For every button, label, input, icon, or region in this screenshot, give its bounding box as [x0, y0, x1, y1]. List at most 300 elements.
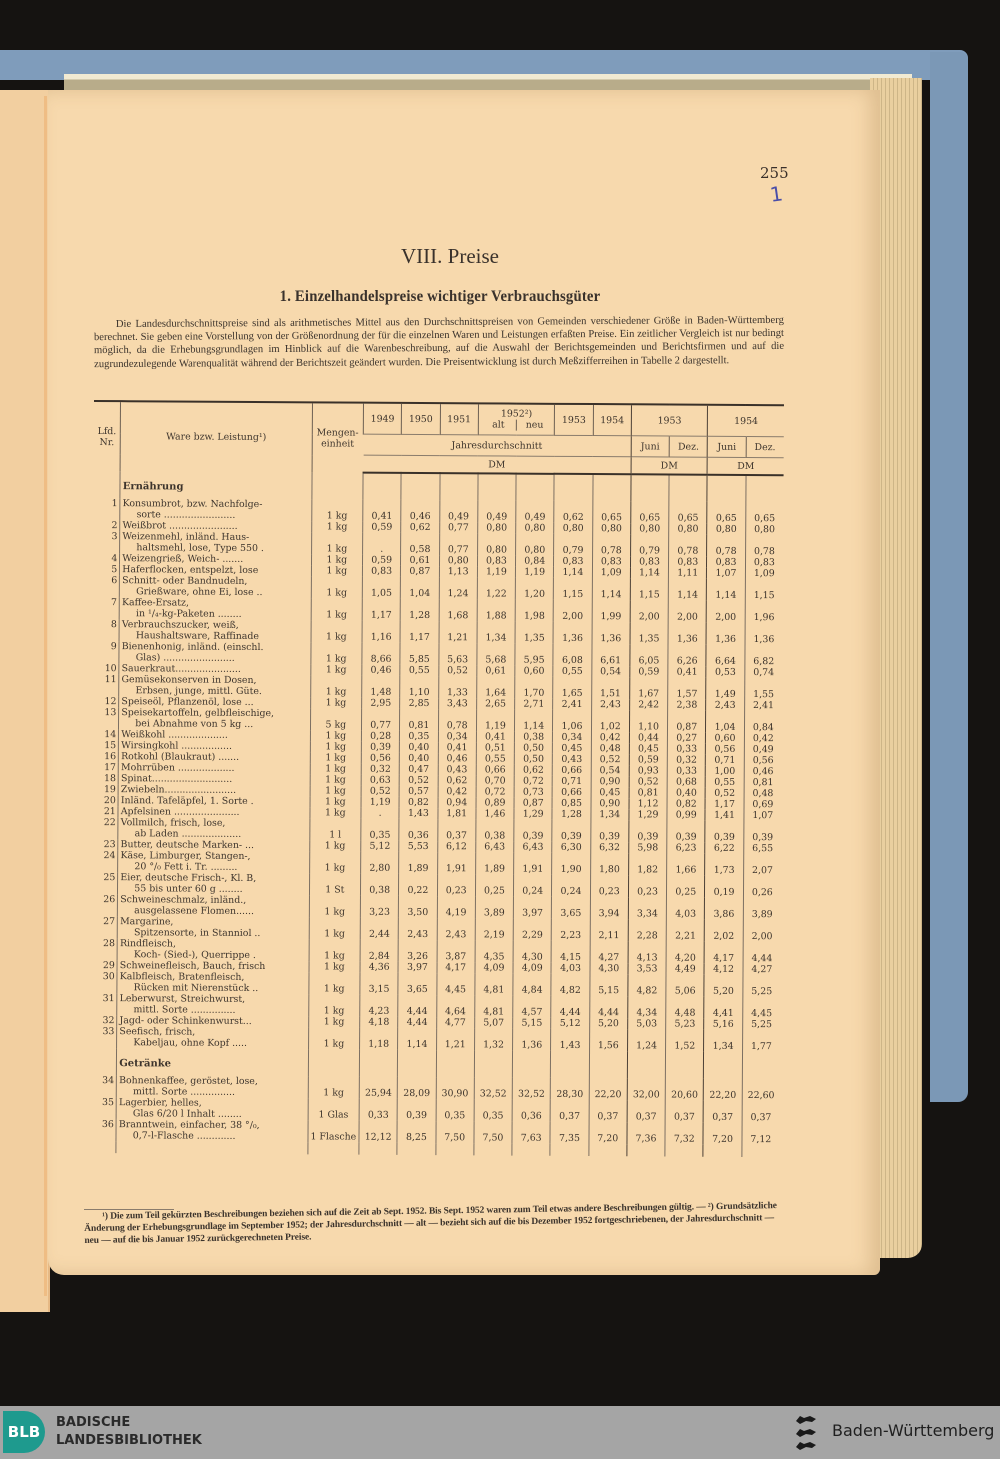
price-cell: 0,32: [361, 764, 399, 775]
header-dm-annual: DM: [363, 455, 631, 474]
price-cell: 2,85: [400, 698, 438, 709]
row-item-name: [120, 531, 311, 554]
row-unit: 1 kg: [311, 521, 362, 532]
price-cell: 2,38: [668, 700, 706, 711]
price-cell: 0,90: [591, 798, 629, 809]
row-number: 5: [111, 564, 118, 576]
price-cell: 32,00: [627, 1078, 665, 1100]
price-cell: 0,79: [630, 534, 668, 556]
price-cell: 0,45: [629, 743, 667, 754]
price-cell: 1,07: [707, 568, 745, 579]
price-cell: 7,36: [627, 1122, 665, 1144]
price-cell: 0,39: [590, 820, 628, 842]
header-dm-1953: DM: [631, 457, 708, 475]
price-cell: 0,55: [400, 665, 438, 676]
row-item-name: [117, 993, 308, 1016]
price-cell: 2,43: [437, 918, 475, 940]
table-cell-empty: [554, 474, 592, 501]
row-unit: 1 kg: [310, 774, 361, 785]
row-item-name: [117, 1075, 308, 1098]
table-row: [89, 1119, 779, 1145]
price-cell: 1,43: [399, 808, 437, 819]
table-cell-empty: [308, 1049, 360, 1076]
price-cell: 1,10: [400, 676, 438, 698]
price-cell: 4,48: [666, 997, 704, 1019]
blb-name[interactable]: [56, 1414, 202, 1450]
row-unit: 1 kg: [311, 620, 363, 642]
table-cell-empty: [631, 474, 669, 501]
price-cell: 0,87: [401, 566, 439, 577]
price-cell: 1,52: [666, 1030, 704, 1052]
price-cell: 1,15: [554, 578, 592, 600]
table-cell-empty: [512, 1144, 550, 1156]
row-number: 17: [104, 762, 117, 774]
price-cell: 4,41: [704, 997, 742, 1019]
price-cell: 32,52: [512, 1078, 550, 1100]
price-cell: 0,39: [397, 1099, 435, 1121]
price-cell: 7,20: [703, 1123, 741, 1145]
price-cell: 0,59: [363, 522, 401, 533]
table-cell-empty: [742, 1145, 780, 1157]
price-cell: 4,23: [360, 995, 398, 1017]
price-cell: 3,94: [590, 897, 628, 919]
item-name-line: Grießware, ohne Ei, lose ..: [136, 586, 263, 599]
table-cell-empty: [704, 1052, 742, 1079]
price-cell: 2,84: [360, 940, 398, 962]
price-cell: 3,23: [360, 896, 398, 918]
price-cell: 0,40: [667, 788, 705, 799]
price-cell: 0,35: [361, 819, 399, 841]
price-cell: 6,23: [667, 843, 705, 854]
item-name-line: Gemüsekonserven in Dosen,: [121, 674, 257, 686]
bw-name[interactable]: Baden-Württemberg: [832, 1421, 995, 1440]
price-table-body: [89, 471, 783, 1157]
lions-coat-of-arms-icon: [793, 1412, 819, 1455]
price-cell: 2,00: [554, 600, 592, 622]
table-cell-empty: [742, 1052, 780, 1079]
price-cell: 2,65: [476, 698, 514, 709]
price-cell: 4,45: [742, 997, 780, 1019]
price-cell: 0,22: [399, 874, 437, 896]
col-header-ware: Ware bzw. Leistung¹): [120, 402, 312, 472]
price-cell: 0,38: [476, 819, 514, 841]
price-cell: 1,14: [668, 579, 706, 601]
price-cell: 2,21: [666, 920, 704, 942]
price-cell: 0,33: [668, 744, 706, 755]
item-name-line: Kalbfleisch, Bratenfleisch,: [119, 971, 245, 983]
price-cell: 4,82: [551, 974, 589, 996]
price-cell: 2,43: [706, 700, 744, 711]
price-cell: 0,80: [478, 522, 516, 533]
price-cell: 0,62: [438, 775, 476, 786]
row-number: 10: [104, 663, 117, 675]
table-cell-empty: [308, 1142, 359, 1154]
row-number: 7: [111, 597, 118, 609]
price-cell: 5,12: [361, 841, 399, 852]
table-row: [90, 1026, 780, 1052]
price-cell: 0,80: [516, 534, 554, 556]
item-name-line: in ¹/₄-kg-Paketen ........: [135, 608, 242, 620]
price-cell: 0,61: [401, 555, 439, 566]
price-cell: 7,50: [474, 1121, 512, 1143]
row-unit: 1 Glas: [308, 1098, 360, 1120]
price-cell: 2,07: [743, 854, 781, 876]
price-cell: 20,60: [665, 1079, 703, 1101]
row-unit: 1 kg: [309, 840, 360, 851]
price-cell: 1,36: [553, 622, 591, 644]
price-cell: 1,14: [398, 1028, 436, 1050]
price-cell: 0,50: [514, 754, 552, 765]
table-cell-empty: [550, 1144, 588, 1156]
price-cell: 0,36: [399, 819, 437, 841]
row-number: 32: [102, 1015, 115, 1027]
price-cell: 0,38: [361, 874, 399, 896]
price-cell: 0,80: [554, 523, 592, 534]
price-cell: 4,36: [360, 962, 398, 973]
price-cell: 4,49: [666, 964, 704, 975]
row-unit: 1 kg: [310, 697, 361, 708]
price-cell: 2,00: [668, 601, 706, 623]
blb-name-line2: LANDESBIBLIOTHEK: [56, 1433, 202, 1448]
price-cell: 1,34: [591, 809, 629, 820]
price-cell: 0,93: [629, 765, 667, 776]
item-name-line: mittl. Sorte ...............: [133, 1086, 236, 1098]
item-name-line: Jagd- oder Schinkenwurst...: [119, 1015, 252, 1027]
price-cell: 2,80: [361, 852, 399, 874]
price-cell: 1,17: [705, 799, 743, 810]
price-cell: 4,44: [551, 996, 589, 1018]
price-cell: 0,80: [707, 524, 745, 535]
price-cell: 4,17: [704, 942, 742, 964]
price-cell: 0,42: [744, 733, 782, 744]
price-cell: 0,45: [553, 743, 591, 754]
col-header-dez-1953: Dez.: [669, 436, 707, 457]
item-name-line: ausgelassene Flomen......: [134, 905, 255, 917]
price-cell: 0,39: [667, 821, 705, 843]
row-number: 20: [103, 795, 116, 807]
price-cell: 2,71: [515, 699, 553, 710]
price-cell: 0,87: [514, 798, 552, 809]
price-cell: 0,34: [553, 732, 591, 743]
table-cell-empty: [359, 1143, 397, 1155]
price-cell: 0,52: [438, 665, 476, 676]
price-cell: 0,65: [592, 501, 630, 523]
price-cell: 0,35: [436, 1099, 474, 1121]
price-cell: 6,64: [706, 645, 744, 667]
price-cell: 1,15: [745, 579, 783, 601]
row-item-name: [117, 916, 308, 939]
price-cell: 1,96: [745, 601, 783, 623]
price-cell: 0,83: [707, 557, 745, 568]
row-number: 11: [104, 674, 117, 686]
col-header-month-1954: 1954: [708, 406, 784, 437]
item-name-line: Leberwurst, Streichwurst,: [119, 993, 246, 1005]
col-header-1952-split: [481, 419, 553, 430]
price-cell: 4,12: [704, 964, 742, 975]
blb-name-line1: BADISCHE: [56, 1415, 131, 1430]
price-cell: 4,27: [590, 941, 628, 963]
price-cell: 1,89: [475, 852, 513, 874]
price-cell: 0,63: [361, 775, 399, 786]
row-unit: 1 Flasche: [308, 1120, 360, 1142]
price-cell: 4,81: [475, 995, 513, 1017]
price-cell: 1,35: [515, 622, 553, 644]
price-cell: 1,36: [592, 622, 630, 644]
price-cell: 0,28: [361, 731, 399, 742]
price-cell: 0,39: [705, 821, 743, 843]
price-cell: 0,49: [478, 500, 516, 522]
price-cell: 1,21: [436, 1028, 474, 1050]
price-cell: 1,91: [514, 853, 552, 875]
price-cell: 0,70: [476, 775, 514, 786]
price-cell: 0,99: [667, 810, 705, 821]
price-cell: 7,50: [436, 1121, 474, 1143]
price-cell: 5,98: [629, 842, 667, 853]
price-cell: 0,68: [667, 777, 705, 788]
row-unit: 1 l: [309, 818, 361, 840]
price-cell: 0,50: [514, 743, 552, 754]
row-unit: 1 kg: [310, 675, 362, 697]
price-cell: 1,89: [399, 852, 437, 874]
price-cell: 5,06: [666, 975, 704, 997]
table-cell-empty: [363, 473, 401, 500]
row-item-name: [117, 971, 308, 994]
price-cell: 1,24: [439, 577, 477, 599]
row-item-name: [119, 619, 310, 642]
table-cell-empty: [116, 1141, 307, 1154]
price-cell: 1,99: [592, 600, 630, 622]
row-number: 30: [102, 971, 115, 983]
item-name-line: Schweinefleisch, Bauch, frisch: [119, 960, 266, 973]
item-name-line: 20 °/₀ Fett i. Tr. .........: [134, 861, 238, 873]
row-number: 33: [102, 1026, 115, 1038]
row-unit: 1 kg: [308, 994, 360, 1016]
price-cell: 6,55: [743, 843, 781, 854]
item-name-line: Glas) ........................: [135, 652, 235, 664]
footnote-text: ¹) Die zum Teil gekürzten Beschreibungen beziehen sich auf die Zeit ab Sept. 1952. Bis Sept. 1952 waren zum Teil etwas andere Beschreibungen gültig. — ²) Grundsätzliche Änderung der Erhebungsgrundlage im September 1952; der Jahresdurchschnitt — alt — bezieht sich auf die bis Dezember 1952 fortgeschriebenen, der Jahresdurchschnitt — neu — auf die bis Januar 1952 zurückgerechneten Preise.: [84, 1201, 777, 1246]
price-cell: 0,56: [744, 755, 782, 766]
intro-paragraph: [94, 314, 784, 371]
price-cell: 0,38: [515, 732, 553, 743]
row-unit: 1 St: [309, 873, 361, 895]
item-name-line: sorte ........................: [136, 509, 236, 521]
price-cell: 1,06: [553, 710, 591, 732]
price-cell: 0,35: [474, 1099, 512, 1121]
price-cell: 0,58: [401, 533, 439, 555]
price-cell: 4,09: [475, 962, 513, 973]
price-cell: 4,34: [628, 996, 666, 1018]
price-cell: 0,26: [743, 876, 781, 898]
item-name-line: Haushaltsware, Raffinade: [135, 630, 259, 643]
price-cell: 0,52: [591, 754, 629, 765]
row-unit: 1 kg: [311, 642, 363, 664]
table-cell-empty: [89, 1141, 116, 1153]
price-cell: 1,09: [592, 567, 630, 578]
col-header-nr: Lfd. Nr.: [97, 425, 117, 448]
item-name-line: Spitzensorte, in Stanniol ..: [133, 927, 261, 940]
row-item-name: [116, 1097, 307, 1120]
row-item-name: [117, 938, 308, 961]
row-unit: 1 kg: [309, 972, 361, 994]
col-header-1954: 1954: [593, 405, 631, 436]
price-cell: 1,91: [437, 852, 475, 874]
item-name-line: Mohrrüben ...................: [121, 762, 235, 774]
row-number: 35: [102, 1097, 115, 1109]
table-cell-empty: [551, 1051, 589, 1078]
price-table: [89, 400, 784, 1157]
price-cell: 1,98: [515, 600, 553, 622]
price-cell: 0,39: [629, 820, 667, 842]
price-cell: 2,02: [705, 920, 743, 942]
item-name-line: Margarine,: [120, 916, 174, 928]
price-cell: 1,67: [630, 677, 668, 699]
price-cell: 1,18: [360, 1028, 398, 1050]
price-cell: 0,66: [553, 765, 591, 776]
price-cell: 0,66: [552, 787, 590, 798]
price-cell: 4,03: [551, 963, 589, 974]
price-cell: 0,42: [438, 786, 476, 797]
row-unit: 1 kg: [310, 763, 361, 774]
price-cell: 0,43: [438, 764, 476, 775]
item-name-line: Weizenmehl, inländ. Haus-: [122, 531, 250, 543]
price-cell: 0,83: [745, 557, 783, 568]
price-cell: 0,54: [591, 666, 629, 677]
row-item-name: [118, 894, 309, 917]
price-cell: 2,23: [552, 919, 590, 941]
price-cell: 3,50: [399, 896, 437, 918]
price-cell: 4,13: [628, 941, 666, 963]
price-cell: 1,43: [551, 1029, 589, 1051]
price-cell: 1,33: [438, 676, 476, 698]
price-cell: 1,35: [630, 622, 668, 644]
price-cell: 1,14: [554, 567, 592, 578]
section-title: Ernährung: [120, 471, 312, 499]
price-cell: 0,83: [630, 556, 668, 567]
price-cell: 5,95: [515, 644, 553, 666]
item-name-line: Speisekartoffeln, gelbfleischige,: [121, 707, 275, 720]
item-name-line: Koch- (Sied-), Querrippe .: [133, 949, 256, 961]
price-cell: 5,53: [399, 841, 437, 852]
price-cell: 4,64: [436, 995, 474, 1017]
price-cell: 0,55: [553, 666, 591, 677]
price-cell: 1,68: [439, 599, 477, 621]
price-cell: 0,66: [476, 764, 514, 775]
price-cell: 0,46: [401, 500, 439, 522]
price-cell: 7,20: [589, 1122, 627, 1144]
price-cell: 0,81: [629, 787, 667, 798]
price-cell: 0,37: [550, 1100, 588, 1122]
price-cell: 1,04: [401, 577, 439, 599]
price-cell: 4,30: [590, 963, 628, 974]
price-cell: 0,81: [744, 777, 782, 788]
price-cell: 0,37: [437, 819, 475, 841]
item-name-line: Weißbrot .......................: [122, 520, 238, 532]
price-cell: 1,57: [668, 678, 706, 700]
price-cell: 0,40: [400, 753, 438, 764]
price-cell: 0,65: [669, 502, 707, 524]
price-cell: 2,43: [399, 918, 437, 940]
price-cell: 0,37: [665, 1101, 703, 1123]
item-name-line: Schnitt- oder Bandnudeln,: [122, 575, 248, 587]
price-cell: 12,12: [359, 1121, 397, 1143]
table-cell-empty: [401, 473, 439, 500]
price-cell: 1,17: [362, 599, 400, 621]
price-cell: 0,77: [362, 709, 400, 731]
price-cell: 0,35: [400, 731, 438, 742]
row-unit: 1 kg: [308, 1016, 359, 1027]
price-cell: 0,46: [362, 665, 400, 676]
table-section-row: [90, 1048, 780, 1079]
row-unit: 1 kg: [310, 796, 361, 807]
row-item-name: [118, 872, 309, 895]
price-cell: 1,64: [477, 676, 515, 698]
price-cell: 0,62: [514, 765, 552, 776]
price-cell: 6,12: [437, 841, 475, 852]
price-cell: 4,57: [513, 996, 551, 1018]
item-name-line: ab Laden ....................: [134, 828, 242, 840]
price-cell: 1,51: [591, 677, 629, 699]
price-cell: 0,52: [629, 776, 667, 787]
table-row: [93, 575, 783, 601]
section-title: 1. Einzelhandelspreise wichtiger Verbrauchsgüter: [279, 288, 601, 305]
blb-logo-icon[interactable]: BLB: [3, 1411, 45, 1453]
price-cell: 5,20: [704, 975, 742, 997]
price-cell: 1,36: [668, 623, 706, 645]
price-cell: 1,49: [706, 678, 744, 700]
row-item-name: [119, 597, 310, 620]
price-cell: 4,82: [628, 974, 666, 996]
price-cell: 0,80: [592, 523, 630, 534]
price-cell: 1,22: [477, 577, 515, 599]
price-cell: 0,47: [400, 764, 438, 775]
price-cell: 0,45: [591, 787, 629, 798]
price-cell: 0,24: [552, 875, 590, 897]
price-cell: 1,34: [704, 1030, 742, 1052]
price-cell: 1,21: [439, 621, 477, 643]
price-cell: 6,26: [668, 645, 706, 667]
price-cell: 1,07: [744, 810, 782, 821]
price-cell: 0,37: [742, 1101, 780, 1123]
row-item-name: [119, 641, 310, 664]
price-cell: 0,84: [516, 556, 554, 567]
price-cell: 0,80: [516, 523, 554, 534]
price-cell: 3,53: [628, 963, 666, 974]
book-gutter: [44, 96, 47, 1296]
price-cell: 0,85: [552, 798, 590, 809]
price-cell: 6,08: [553, 644, 591, 666]
price-cell: 2,41: [553, 699, 591, 710]
item-name-line: Speiseöl, Pflanzenöl, lose ...: [121, 696, 254, 708]
row-unit: 1 kg: [311, 598, 363, 620]
item-name-line: Seefisch, frisch,: [119, 1026, 196, 1038]
price-cell: 1,66: [667, 854, 705, 876]
price-cell: 1,77: [742, 1030, 780, 1052]
price-cell: 1,19: [361, 797, 399, 808]
table-cell-empty: [707, 475, 745, 502]
price-cell: 1,29: [629, 809, 667, 820]
price-cell: 1,70: [515, 677, 553, 699]
price-cell: 0,54: [591, 765, 629, 776]
price-cell: 0,81: [400, 709, 438, 731]
price-cell: 4,18: [360, 1017, 398, 1028]
price-cell: 0,77: [439, 533, 477, 555]
price-cell: 2,44: [360, 918, 398, 940]
row-unit: 1 kg: [310, 807, 361, 818]
table-cell-empty: [436, 1050, 474, 1077]
item-name-line: Erbsen, junge, mittl. Güte.: [135, 685, 262, 698]
price-cell: 0,90: [591, 776, 629, 787]
price-cell: 0,57: [399, 786, 437, 797]
